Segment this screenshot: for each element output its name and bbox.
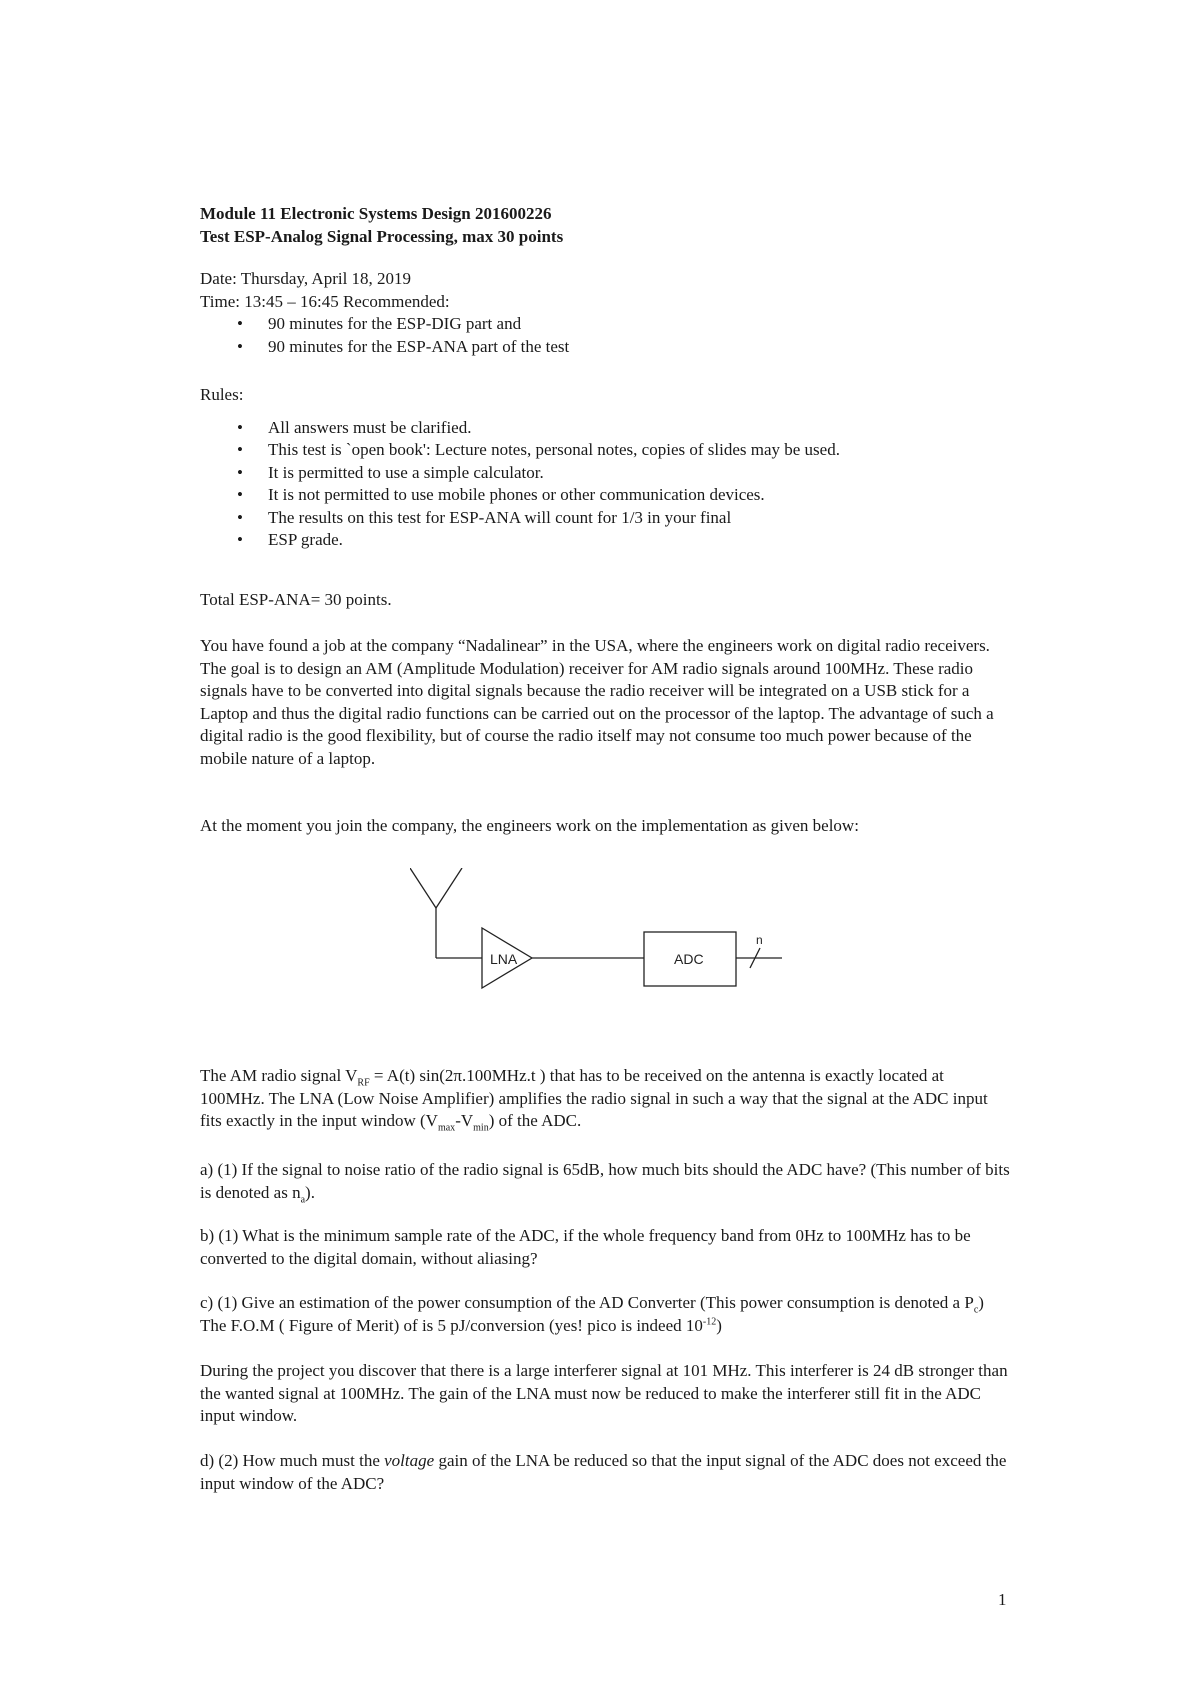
exam-date: Date: Thursday, April 18, 2019 xyxy=(200,269,412,288)
list-item: • It is permitted to use a simple calculator. xyxy=(237,462,1012,485)
question-a xyxy=(200,1159,1012,1204)
adc-label: ADC xyxy=(674,951,704,967)
intro-paragraph: You have found a job at the company “Nadalinear” in the USA, where the engineers work on digital radio receivers. The goal is to design an AM (Amplitude Modulation) receiver for AM radio signals around 100MHz. These radio signals have to be converted into digital signals because the radio receiver will be integrated on a USB stick for a Laptop and thus the digital radio functions can be carried out on the processor of the laptop. The advantage of such a digital radio is the good flexibility, but of course the radio itself may not consume too much power because of the mobile nature of a laptop. xyxy=(200,636,994,768)
antenna-arm-left xyxy=(410,868,436,908)
rules-section xyxy=(200,384,1012,552)
list-item: • 90 minutes for the ESP-DIG part and xyxy=(237,313,1012,336)
list-item: • This test is `open book': Lecture notes, personal notes, copies of slides may be used. xyxy=(237,439,1012,462)
signal-subscript: min xyxy=(473,1122,489,1134)
signal-text: ) of the ADC. xyxy=(488,1111,582,1130)
block-diagram xyxy=(410,868,800,998)
question-text: c) (1) Give an estimation of the power consumption of the AD Converter (This power consumption is denoted a P xyxy=(200,1293,974,1312)
list-item: • ESP grade. xyxy=(237,529,1012,552)
question-text: gain of the LNA be reduced so that the input signal of the ADC does not exceed the input window of the ADC? xyxy=(200,1451,1007,1493)
signal-text: = A(t) sin(2π.100MHz.t ) that has to be received on the antenna is exactly located at 100MHz. The LNA (Low Noise Amplifier) amplifies the radio signal in such a way that the signal at the ADC input fits exactly in the input window (V xyxy=(200,1066,988,1130)
question-subscript: c xyxy=(973,1304,979,1316)
rules-heading: Rules: xyxy=(200,385,244,404)
signal-subscript: RF xyxy=(357,1077,370,1089)
implementation-paragraph: At the moment you join the company, the engineers work on the implementation as given below: xyxy=(200,816,859,835)
signal-paragraph xyxy=(200,1065,1012,1133)
time-recommendations xyxy=(200,313,1012,358)
question-c xyxy=(200,1292,1012,1337)
signal-text: The AM radio signal V xyxy=(200,1066,358,1085)
interferer-paragraph: During the project you discover that there is a large interferer signal at 101 MHz. This interferer is 24 dB stronger than the wanted signal at 100MHz. The gain of the LNA must now be reduced to make the interferer still fit in the ADC input window. xyxy=(200,1361,1008,1425)
total-points: Total ESP-ANA= 30 points. xyxy=(200,590,392,609)
signal-subscript: max xyxy=(437,1122,456,1134)
question-superscript: -12 xyxy=(702,1315,717,1327)
exam-time: Time: 13:45 – 16:45 Recommended: xyxy=(200,291,450,311)
signal-text: -V xyxy=(455,1111,474,1130)
lna-label: LNA xyxy=(490,951,518,967)
question-emphasis: voltage xyxy=(384,1451,435,1470)
question-text: ). xyxy=(305,1182,315,1202)
page-number: 1 xyxy=(998,1590,1007,1609)
question-text: a) (1) If the signal to noise ratio of the radio signal is 65dB, how much bits should the ADC have? (This number of bits is denoted as n xyxy=(200,1160,1010,1202)
question-text: ) The F.O.M ( Figure of Merit) of is 5 pJ/conversion (yes! pico is indeed 10 xyxy=(200,1293,984,1335)
exam-title xyxy=(200,202,1012,248)
list-item: • All answers must be clarified. xyxy=(237,417,1012,440)
question-text: d) (2) How much must the xyxy=(200,1451,385,1470)
question-subscript: a xyxy=(300,1193,306,1205)
course-title: Module 11 Electronic Systems Design 201600226 xyxy=(200,204,552,223)
test-title: Test ESP-Analog Signal Processing, max 30 points xyxy=(200,227,564,246)
question-text: ) xyxy=(716,1315,722,1335)
list-item: • The results on this test for ESP-ANA will count for 1/3 in your final xyxy=(237,507,1012,530)
antenna-arm-right xyxy=(436,868,462,908)
question-b: b) (1) What is the minimum sample rate of the ADC, if the whole frequency band from 0Hz to 100MHz has to be converted to the digital domain, without aliasing? xyxy=(200,1226,971,1268)
list-item: • 90 minutes for the ESP-ANA part of the test xyxy=(237,336,1012,359)
bus-width-label: n xyxy=(756,933,763,947)
list-item: • It is not permitted to use mobile phones or other communication devices. xyxy=(237,484,1012,507)
question-d xyxy=(200,1450,1012,1495)
rules-list xyxy=(200,417,1012,552)
exam-meta xyxy=(200,268,1012,358)
